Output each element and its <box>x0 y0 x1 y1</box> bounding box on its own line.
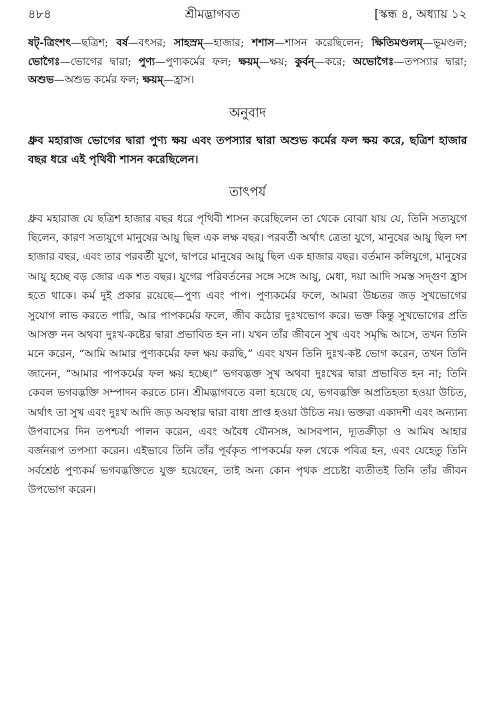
synonym-term: ষট্‌-ত্রিংশৎ <box>28 37 71 49</box>
purport-paragraph: ধ্রুব মহারাজ যে ছত্রিশ হাজার বছর ধরে পৃথিবী শাসন করেছিলেন তা থেকে বোঝা যায় যে, তিনি সত্যযুগে ছিলেন, কারণ সত্যযুগে মানুষের আয়ু ছিল এক লক্ষ বছর। পরবর্তী অর্থাৎ ত্রেতা যুগে, মানুষের আয়ু ছিল দশ হাজার বছর, এবং তার পরবর্তী যুগে, দ্বাপরে মানুষের আয়ু ছিল এক হাজার বছর। বর্তমান কলিযুগে, মানুষের আয়ু হচ্ছে বড় জোর এক শত বছর। যুগের পরিবর্তনের সঙ্গে সঙ্গে আয়ু, মেধা, দয়া আদি সমস্ত সদ্‌গুণ হ্রাস হতে থাকে। কর্ম দুই প্রকার রয়েছে—পুণ্য এবং পাপ। পুণ্যকর্মের ফলে, আমরা উচ্চতর জড় সুখভোগের সুযোগ লাভ করতে পারি, আর পাপকর্মের ফলে, জীব কঠোর দুঃখভোগ করে। ভক্ত কিন্তু সুখভোগের প্রতি আসক্ত নন অথবা দুঃখ-কষ্টের দ্বারা প্রভাবিত হন না। যখন তাঁর জীবনে সুখ এবং সমৃদ্ধি আসে, তখন তিনি মনে করেন, “আমি আমার পুণ্যকর্মের ফল ক্ষয় করছি,” এবং যখন তিনি দুঃখ-কষ্ট ভোগ করেন, তখন তিনি জানেন, “আমার পাপকর্মের ফল ক্ষয় হচ্ছে।” ভগবদ্ভক্ত সুখ অথবা দুঃখের দ্বারা প্রভাবিত হন না; তিনি কেবল ভগবদ্ভক্তি সম্পাদন করতে চান। শ্রীমদ্ভাগবতে বলা হয়েছে যে, ভগবদ্ভক্তি অপ্রতিহতা হওয়া উচিত, অর্থাৎ তা সুখ এবং দুঃখ আদি জড় অবস্থার দ্বারা বাধা প্রাপ্ত হওয়া উচিত নয়। ভক্তরা একাদশী এবং অন্যান্য উপবাসের দিন তপশ্চর্যা পালন করেন, এবং অবৈধ যৌনসঙ্গ, আসবপান, দ্যূতক্রীড়া ও আমিষ আহার বর্জনরূপ তপস্যা করেন। এইভাবে তিনি তাঁর পূর্বকৃত পাপকর্মের ফল থেকে পবিত্র হন, এবং যেহেতু তিনি সর্বশ্রেষ্ঠ পুণ্যকর্ম ভগবদ্ভক্তিতে যুক্ত হয়েছেন, তাই অন্য কোন পৃথক প্রচেষ্টা ব্যতীতই তিনি তাঁর জীবন উপভোগ করেন। <box>28 212 468 497</box>
page-header <box>28 6 467 24</box>
synonym-meaning: —হ্রাস। <box>163 74 195 86</box>
synonym-meaning: —তপস্যার দ্বারা; <box>393 55 467 68</box>
synonym-term: ক্ষয়ম্‌ <box>238 55 259 68</box>
synonym-meaning: —বৎসর; <box>127 37 175 49</box>
synonym-meaning: —ভোগের দ্বারা; <box>60 55 139 68</box>
page-number: ৪৮৪ <box>28 7 52 21</box>
chapter-reference: [স্কন্ধ ৪, অধ্যায় ১২ <box>374 7 467 21</box>
translation-text: ধ্রুব মহারাজ ভোগের দ্বারা পুণ্য ক্ষয় এবং তপস্যার দ্বারা অশুভ কর্মের ফল ক্ষয় করে, ছত্রিশ হাজার বছর ধরে এই পৃথিবী শাসন করেছিলেন। <box>28 133 467 166</box>
synonym-meaning: —ছত্রিশ; <box>70 37 117 49</box>
book-title: শ্রীমদ্ভাগবত <box>184 7 240 21</box>
synonym-term: অশুভ <box>28 74 54 86</box>
synonym-term: ক্ষিতিমণ্ডলম্‌ <box>371 37 423 49</box>
synonym-term: কুর্বন্‌ <box>294 55 315 68</box>
synonym-meaning: —পুণ্যকর্মের ফল; <box>154 55 239 68</box>
synonym-meaning: —অশুভ কর্মের ফল; <box>53 74 143 86</box>
synonym-term: অভোগৈঃ <box>352 55 394 68</box>
synonym-term: ক্ষয়ম্‌ <box>142 74 164 86</box>
synonym-term: সাহস্রম্‌ <box>174 37 204 49</box>
synonym-term: বর্ষ <box>116 37 128 49</box>
synonym-meaning: —ভূমণ্ডল; <box>422 37 467 49</box>
purport-text <box>28 210 467 501</box>
synonym-term: পুণ্য <box>138 55 155 68</box>
synonym-meaning: —করে; <box>314 55 353 68</box>
purport-heading: তাৎপর্য <box>229 184 266 200</box>
synonym-term: ভোগৈঃ <box>28 55 61 68</box>
synonym-meaning: —ক্ষয়; <box>258 55 295 68</box>
word-meanings <box>28 34 467 90</box>
synonym-term: শশাস <box>251 37 275 49</box>
synonym-meaning: —শাসন করেছিলেন; <box>274 37 372 49</box>
synonym-meaning: —হাজার; <box>203 37 252 49</box>
translation-heading: অনুবাদ <box>229 105 266 121</box>
